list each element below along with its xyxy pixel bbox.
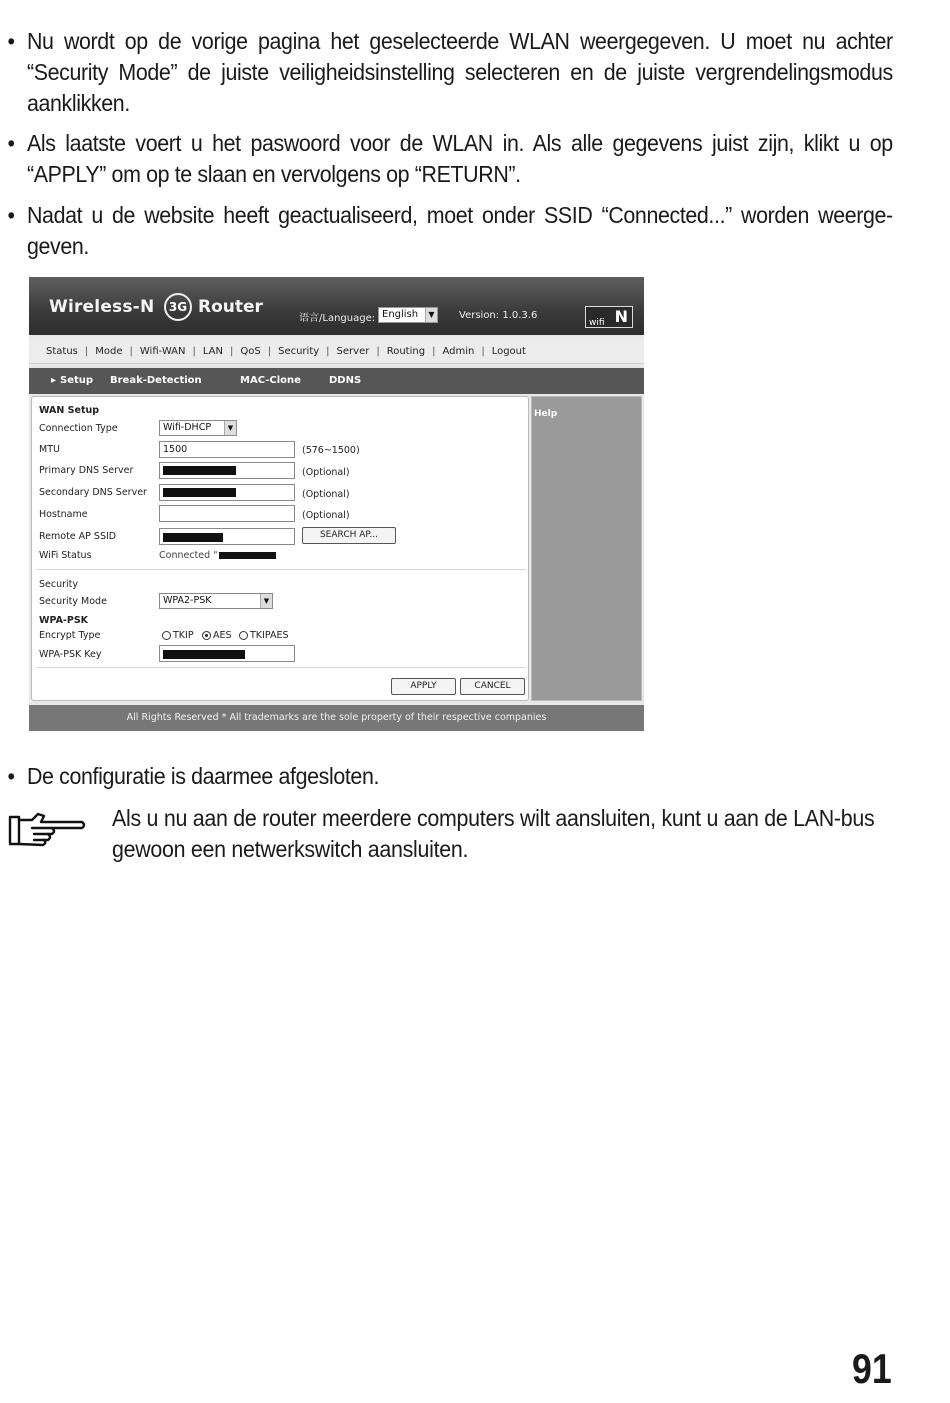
radio-tkipaes-label: TKIPAES <box>250 630 289 641</box>
nav-qos[interactable]: QoS <box>240 346 261 357</box>
bullet-text: De configuratie is daarmee afgesloten. <box>26 763 380 789</box>
secondary-dns-label: Secondary DNS Server <box>39 487 147 498</box>
redacted-value <box>163 466 236 475</box>
wpa-psk-heading: WPA-PSK <box>39 615 89 626</box>
subnav-ddns[interactable]: DDNS <box>329 375 362 386</box>
remote-ssid-input[interactable] <box>159 528 295 545</box>
hostname-label: Hostname <box>39 509 88 520</box>
bullet-paragraph-2 <box>0 128 893 190</box>
radio-tkipaes[interactable] <box>239 631 248 640</box>
page-number: 91 <box>852 1345 892 1392</box>
language-select[interactable] <box>378 307 438 323</box>
security-mode-label: Security Mode <box>39 596 107 607</box>
nav-security[interactable]: Security <box>278 346 320 357</box>
language-value: English <box>382 309 419 320</box>
radio-aes[interactable] <box>202 631 211 640</box>
help-panel <box>531 396 642 701</box>
hostname-hint: (Optional) <box>302 510 350 521</box>
primary-dns-label: Primary DNS Server <box>39 465 134 476</box>
psk-key-label: WPA-PSK Key <box>39 649 102 660</box>
mtu-hint: (576~1500) <box>302 445 360 456</box>
nav-mode[interactable]: Mode <box>95 346 123 357</box>
wifi-status-value: Connected " <box>159 550 218 561</box>
wifi-n-logo <box>585 306 633 328</box>
bullet-paragraph-3 <box>0 200 893 262</box>
subnav-marker-icon: ▸ <box>51 375 57 386</box>
bullet-paragraph-4 <box>0 761 893 792</box>
bullet-symbol: • <box>7 28 15 54</box>
connection-type-select[interactable] <box>159 420 237 436</box>
redacted-value <box>163 533 223 542</box>
security-mode-select[interactable] <box>159 593 273 609</box>
pointing-hand-icon <box>8 808 88 850</box>
chevron-down-icon: ▼ <box>224 421 236 435</box>
subnav-mac-clone[interactable]: MAC-Clone <box>240 375 301 386</box>
wifi-logo-small: wifi <box>589 318 605 328</box>
language-label: 语言/Language: <box>299 313 376 324</box>
radio-aes-label: AES <box>213 630 232 641</box>
section-divider <box>36 667 526 668</box>
radio-tkip[interactable] <box>162 631 171 640</box>
secondary-dns-hint: (Optional) <box>302 489 350 500</box>
note-text: Als u nu aan de router meerdere computers wilt aansluiten, kunt u aan de LAN-bus gewoon een netwerkswitch aansluiten. <box>112 805 875 862</box>
connection-type-label: Connection Type <box>39 423 118 434</box>
psk-key-input[interactable] <box>159 645 295 662</box>
nav-logout[interactable]: Logout <box>491 346 526 357</box>
nav-status[interactable]: Status <box>46 346 78 357</box>
primary-dns-input[interactable] <box>159 462 295 479</box>
security-heading: Security <box>39 579 79 590</box>
chevron-down-icon: ▼ <box>425 308 437 322</box>
bullet-paragraph-1 <box>0 26 893 119</box>
wifi-status-label: WiFi Status <box>39 550 92 561</box>
encrypt-type-label: Encrypt Type <box>39 630 101 641</box>
nav-admin[interactable]: Admin <box>442 346 475 357</box>
sub-navigation <box>29 368 644 394</box>
wan-setup-title: WAN Setup <box>39 405 100 416</box>
wan-setup-panel <box>31 396 529 701</box>
nav-server[interactable]: Server <box>336 346 370 357</box>
wifi-logo-large: N <box>614 307 628 326</box>
redacted-value <box>163 488 236 497</box>
chevron-down-icon: ▼ <box>260 594 272 608</box>
nav-routing[interactable]: Routing <box>386 346 426 357</box>
top-navigation: Status | Mode | Wifi-WAN | LAN | QoS | Security | Server | Routing | Admin | Logout <box>29 340 644 364</box>
security-mode-value: WPA2-PSK <box>163 595 212 606</box>
brand-name: Wireless-N <box>49 297 155 317</box>
router-footer: All Rights Reserved * All trademarks are the sole property of their respective companies <box>29 705 644 731</box>
section-divider <box>36 569 526 570</box>
primary-dns-hint: (Optional) <box>302 467 350 478</box>
connection-type-value: Wifi-DHCP <box>163 422 212 433</box>
cancel-button[interactable]: CANCEL <box>460 678 525 695</box>
version-text: Version: 1.0.3.6 <box>459 310 538 321</box>
remote-ssid-label: Remote AP SSID <box>39 531 117 542</box>
brand-suffix: Router <box>198 297 263 317</box>
redacted-ssid <box>219 552 276 559</box>
bullet-text: Als laatste voert u het paswoord voor de WLAN in. Als alle gegevens juist zijn, klikt u op “APPLY” om op te slaan en vervolgens op “RETURN”. <box>26 130 893 187</box>
radio-tkip-label: TKIP <box>173 630 194 641</box>
bullet-text: Nadat u de website heeft geactualiseerd, moet onder SSID “Connected...” worden weerge- geven. <box>26 202 893 259</box>
router-screenshot <box>29 277 644 731</box>
brand-3g-badge: 3G <box>164 293 192 321</box>
nav-lan[interactable]: LAN <box>202 346 223 357</box>
search-ap-button[interactable]: SEARCH AP... <box>302 527 396 544</box>
router-banner <box>29 277 644 335</box>
help-title: Help <box>534 409 558 419</box>
subnav-setup[interactable]: Setup <box>60 375 94 386</box>
nav-wifi-wan[interactable]: Wifi-WAN <box>139 346 186 357</box>
secondary-dns-input[interactable] <box>159 484 295 501</box>
bullet-text: Nu wordt op de vorige pagina het geselecteerde WLAN weergegeven. U moet nu achter “Security Mode” de juiste veiligheidsinstelling selecteren en de juiste vergrendelingsmodus aanklikken. <box>26 28 893 116</box>
bullet-symbol: • <box>7 763 15 789</box>
mtu-input[interactable]: 1500 <box>159 441 295 458</box>
mtu-label: MTU <box>39 444 60 455</box>
bullet-symbol: • <box>7 202 15 228</box>
subnav-break-detection[interactable]: Break-Detection <box>110 375 202 386</box>
hostname-input[interactable] <box>159 505 295 522</box>
apply-button[interactable]: APPLY <box>391 678 456 695</box>
redacted-value <box>163 650 245 659</box>
bullet-symbol: • <box>7 130 15 156</box>
